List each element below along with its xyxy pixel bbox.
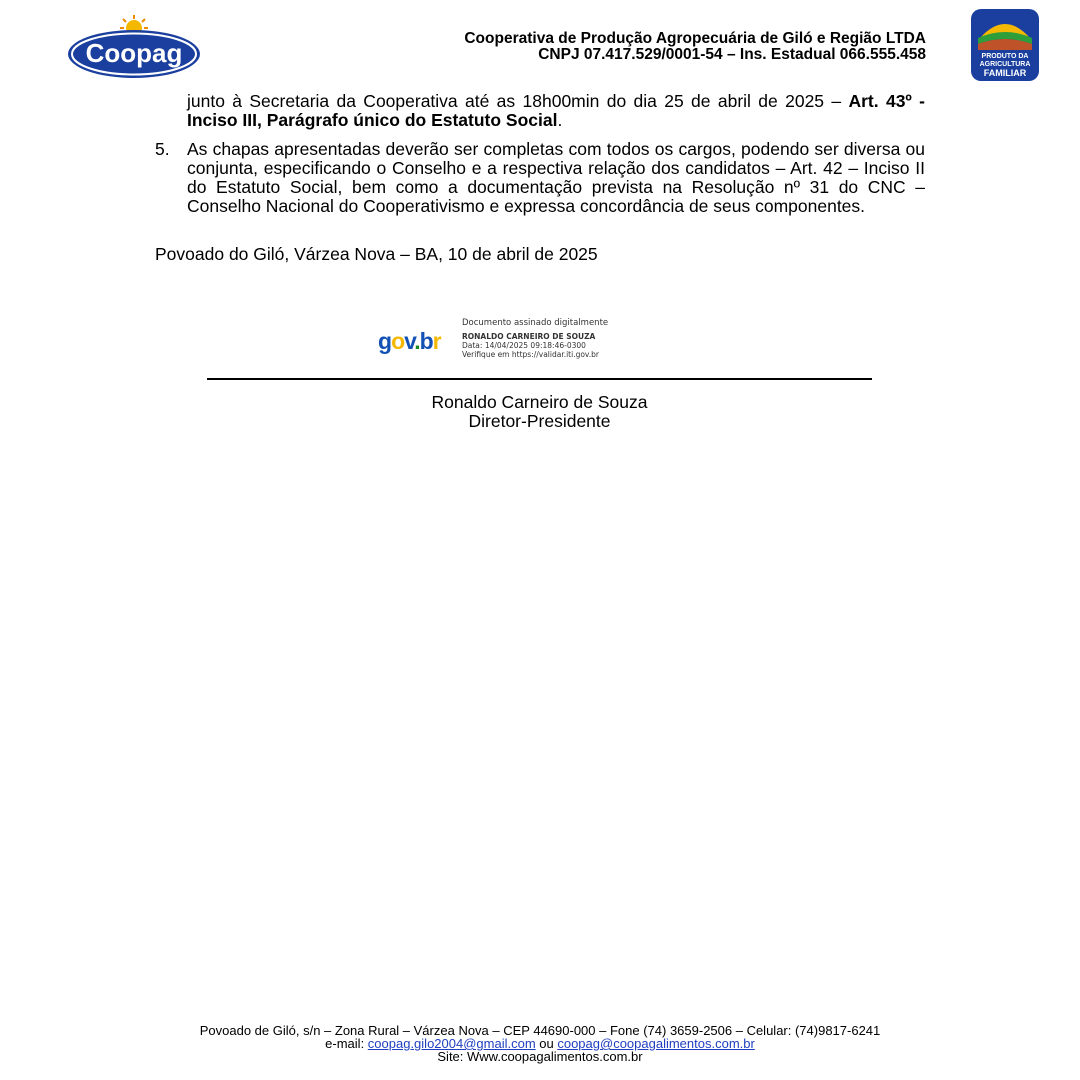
item-number: 5. [155,139,170,159]
continued-text: junto à Secretaria da Cooperativa até as 18h00min do dia 25 de abril de 2025 – [187,91,849,111]
stamp-title: Documento assinado digitalmente [462,318,609,328]
continued-paragraph [187,92,925,130]
item-5-text: As chapas apresentadas deverão ser completas com todos os cargos, podendo ser diversa ou conjunta, especificando o Conselho e a respectiva relação dos candidatos – Art. 42 – Inciso II do Estatuto Social, bem como a documentação prevista na Resolução nº 31 do CNC – Conselho Nacional do Cooperativismo e expressa concordância de seus componentes. [187,139,925,216]
organization-registration: CNPJ 07.417.529/0001-54 – Ins. Estadual 066.555.458 [538,46,926,63]
svg-text:PRODUTO DA: PRODUTO DA [981,53,1029,60]
continued-end: . [557,110,563,130]
organization-name: Cooperativa de Produção Agropecuária de Giló e Região LTDA [464,30,926,47]
signature-line [207,378,872,380]
stamp-date: Data: 14/04/2025 09:18:46-0300 [462,341,586,350]
svg-text:FAMILIAR: FAMILIAR [983,68,1027,78]
email-link-gmail[interactable]: coopag.gilo2004@gmail.com [367,1036,536,1051]
footer-site: Site: Www.coopagalimentos.com.br [437,1049,643,1064]
signer-name: Ronaldo Carneiro de Souza [431,392,648,412]
svg-text:AGRICULTURA: AGRICULTURA [979,61,1031,68]
email-link-coopag[interactable]: coopag@coopagalimentos.com.br [557,1036,755,1051]
stamp-verify: Verifique em https://validar.iti.gov.br [462,350,600,359]
signer-role: Diretor-Presidente [468,411,611,431]
govbr-logo [378,327,458,355]
stamp-signer: RONALDO CARNEIRO DE SOUZA [462,332,596,341]
email-separator: ou [535,1036,558,1051]
email-label: e-mail: [325,1036,368,1051]
agricultura-familiar-badge [970,8,1040,82]
statute-reference: Art. 43º - Inciso III, Parágrafo único do Estatuto Social [187,91,925,130]
svg-text:Coopag: Coopag [85,38,183,68]
svg-text:gov.br: gov.br [378,328,441,354]
coopag-logo [66,14,202,80]
footer-address: Povoado de Giló, s/n – Zona Rural – Várzea Nova – CEP 44690-000 – Fone (74) 3659-2506 – Celular: (74)9817-6241 [199,1023,881,1038]
place-date: Povoado do Giló, Várzea Nova – BA, 10 de abril de 2025 [155,244,598,264]
